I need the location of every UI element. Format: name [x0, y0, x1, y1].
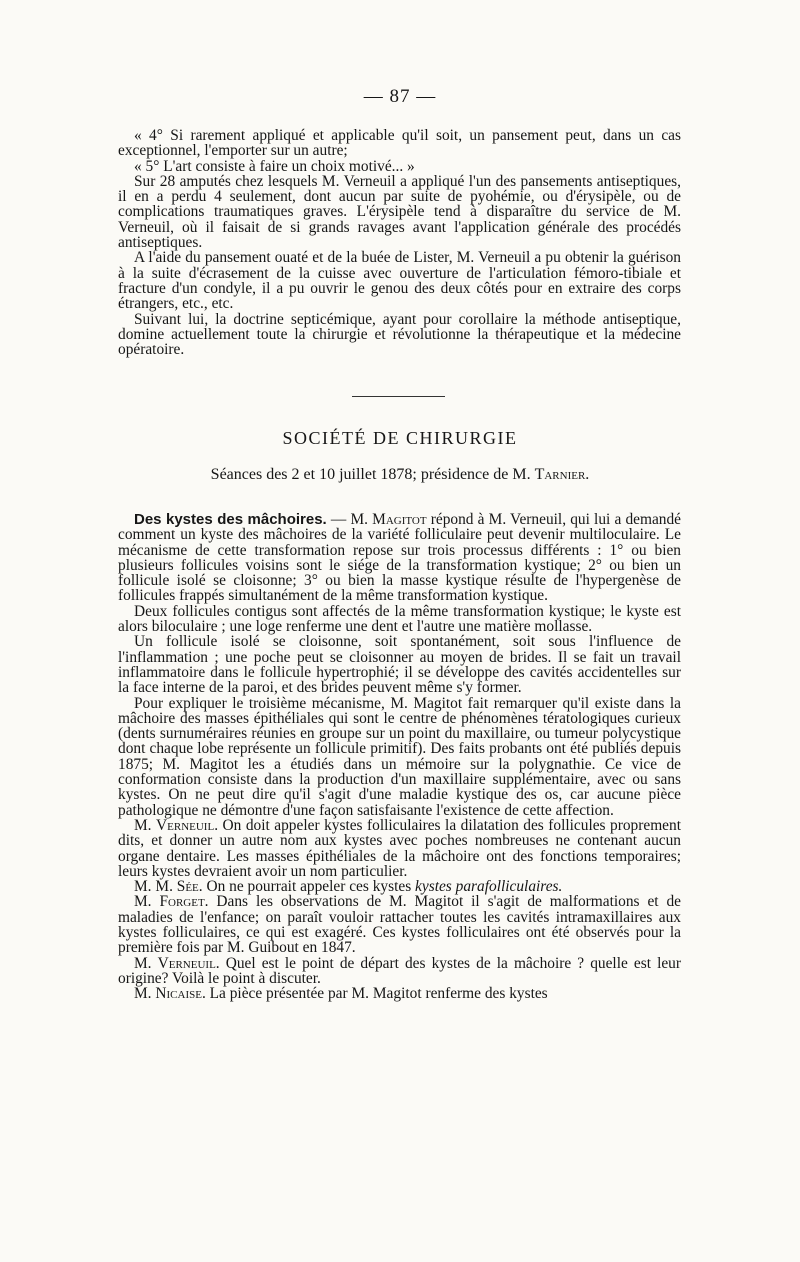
m-prefix: M.	[134, 816, 157, 834]
m-prefix: M.	[134, 878, 156, 896]
paragraph-kystes-text: répond à M. Verneuil, qui lui a demandé comment un kyste des mâchoires de la variété folliculaire peut devenir multiloculaire. Le mécanisme de cette transformation repose sur trois processus différents : 1° ou bien plusieurs follicules voisins sont le siége de la transformation kystique; 2° ou bien un follicule isolé se cloisonne; 3° ou bien la masse kystique résulte de l'hypergenèse de follicules frappés simultanément de la même transformation kystique.	[118, 511, 681, 605]
paragraph-nicaise-text: La pièce présentée par M. Magitot renferme des kystes	[205, 985, 548, 1003]
session-line	[0, 466, 800, 484]
paragraph-forget	[118, 894, 681, 955]
m-prefix-2: M.	[155, 878, 177, 896]
paragraph-verneuil-2	[118, 956, 681, 987]
dash: — M.	[326, 511, 373, 528]
paragraph-nicaise	[118, 986, 681, 1001]
paragraph-pansement-ouate: A l'aide du pansement ouaté et de la buée de Lister, M. Verneuil a pu obtenir la guérison à la suite d'écrasement de la cuisse avec ouverture de l'articulation fémoro-tibiale et fracture d'un condyle, il a pu ouvrir le genou des deux côtés pour en extraire des corps étrangers, etc., etc.	[118, 249, 681, 313]
main-text-block	[118, 512, 681, 1002]
page-number: — 87 —	[363, 86, 437, 107]
paragraph-forget-text: Dans les observations de M. Magitot il s'agit de malformations et de maladies de l'enfance; on paraît vouloir rattacher toutes les cavités intramaxillaires aux kystes folliculaires, ce qui est exagéré. Ces kystes folliculaires ont été observés pour la première fois par M. Guibout en 1847.	[118, 893, 681, 957]
m-prefix: M.	[134, 893, 160, 911]
session-text: Séances des 2 et 10 juillet 1878; présidence de M.	[210, 466, 531, 483]
m-prefix: M.	[134, 954, 158, 972]
speaker-nicaise: Nicaise.	[155, 985, 206, 1003]
m-prefix: M.	[134, 985, 156, 1003]
paragraph-see-text: On ne pourrait appeler ces kystes	[202, 878, 416, 896]
paragraph-verneuil-1	[118, 818, 681, 879]
speaker-see: Sée.	[176, 878, 203, 896]
runin-heading: Des kystes des mâchoires.	[134, 511, 327, 528]
paragraph-verneuil-1-text: On doit appeler kystes folliculaires la dilatation des follicules proprement dits, et donner un autre nom aux kystes avec poches nombreuses ne contenant aucun organe dentaire. Les masses épithéliales de la mâchoire ont des fonctions temporaires; leurs kystes devraient avoir un nom particulier.	[118, 816, 681, 880]
quote-point-5: « 5° L'art consiste à faire un choix motivé... »	[134, 157, 415, 175]
speaker-magitot: Magitot	[372, 511, 427, 528]
speaker-verneuil: Verneuil.	[157, 954, 220, 972]
section-divider	[352, 396, 445, 397]
paragraph-troisieme-mecanisme: Pour expliquer le troisième mécanisme, M. Magitot fait remarquer qu'il existe dans la mâchoire des masses épithéliales qui sont le centre de phénomènes tératologiques curieux (dents surnuméraires réunies en groupe sur un point du maxillaire, ou tumeur polycystique dont chaque lobe représente un follicule primitif). Des faits probants ont été publiés depuis 1875; M. Magitot les a étudiés dans un mémoire sur la polygnathie. Ce vice de conformation consiste dans la production d'un maxillaire supplémentaire, avec ou sans kystes. On ne peut dire qu'il s'agit d'une maladie kystique des os, car aucune pièce pathologique ne démontre d'une façon satisfaisante l'existence de cette affection.	[118, 694, 681, 819]
session-president: Tarnier.	[534, 466, 590, 483]
speaker-forget: Forget.	[159, 893, 209, 911]
top-text-block	[118, 128, 681, 357]
italic-term: kystes parafolliculaires.	[415, 878, 563, 896]
paragraph-verneuil-2-text: Quel est le point de départ des kystes de la mâchoire ? quelle est leur origine? Voilà le point à discuter.	[118, 954, 681, 987]
paragraph-deux-follicules: Deux follicules contigus sont affectés de la même transformation kystique; le kyste est alors biloculaire ; une loge renferme une dent et l'autre une matière mollasse.	[118, 602, 681, 636]
paragraph-follicule-isole: Un follicule isolé se cloisonne, soit spontanément, soit sous l'influence de l'inflammation ; une poche peut se cloisonner au moyen de brides. Il se fait un travail inflammatoire dans le follicule hypertrophié; il se développe des cavités accidentelles sur la face interne de la paroi, et des brides peuvent même s'y former.	[118, 633, 681, 697]
speaker-verneuil: Verneuil.	[156, 816, 219, 834]
paragraph-amputes: Sur 28 amputés chez lesquels M. Verneuil a appliqué l'un des pansements antiseptiques, il en a perdu 4 seulement, dont aucun par suite de pyohémie, ou d'érysipèle, ou de complications traumatiques graves. L'érysipèle tend à disparaître du service de M. Verneuil, où il faisait de si grands ravages avant l'application générale des procédés antiseptiques.	[118, 172, 681, 252]
quote-point-4: « 4° Si rarement appliqué et applicable qu'il soit, un pansement peut, dans un cas exceptionnel, l'emporter sur un autre;	[118, 127, 681, 160]
paragraph-doctrine: Suivant lui, la doctrine septicémique, ayant pour corollaire la méthode antiseptique, domine actuellement toute la chirurgie et révolutionne la thérapeutique et la médecine opératoire.	[118, 310, 681, 359]
paragraph-kystes	[118, 512, 681, 604]
section-title: SOCIÉTÉ DE CHIRURGIE	[282, 428, 518, 448]
paragraph-see	[118, 879, 681, 894]
